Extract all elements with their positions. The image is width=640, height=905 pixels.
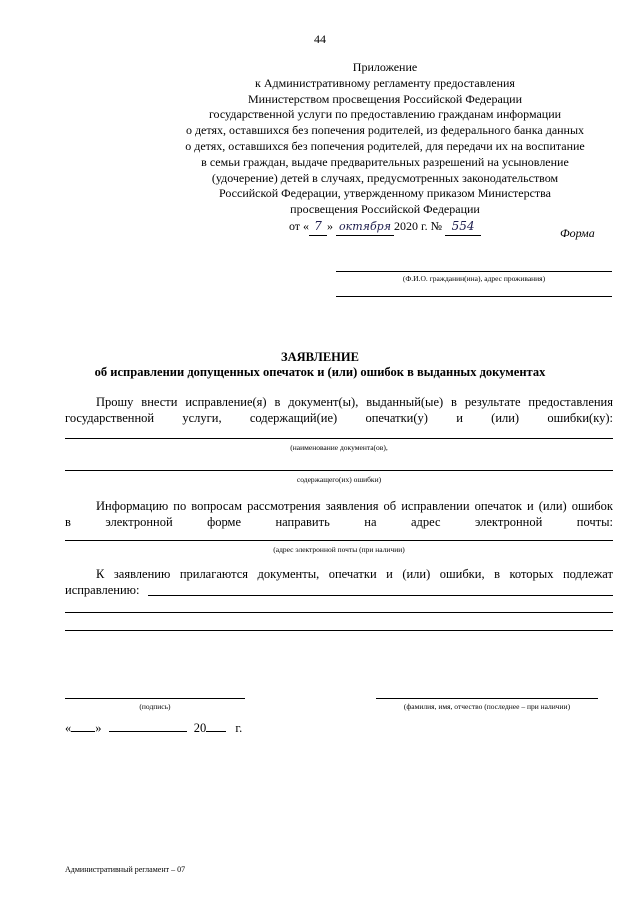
year-field[interactable] bbox=[206, 731, 226, 732]
paragraph-line: в электронной форме направить на адрес электронной почты: bbox=[65, 515, 613, 529]
date-day: 7 bbox=[309, 219, 327, 236]
paragraph-line: К заявлению прилагаются документы, опечатки и (или) ошибки, в которых подлежат bbox=[96, 567, 613, 581]
appendix-line: в семьи граждан, выдаче предварительных разрешений на усыновление bbox=[201, 154, 569, 169]
date-prefix: от « bbox=[288, 218, 310, 233]
appendix-line: Приложение bbox=[352, 60, 418, 74]
year-suffix: г. bbox=[235, 721, 243, 735]
form-label: Форма bbox=[560, 226, 595, 240]
paragraph-line: Прошу внести исправление(я) в документ(ы), выданный(ые) в результате предоставления bbox=[96, 395, 613, 409]
attachments-line-2[interactable] bbox=[65, 612, 613, 613]
email-paragraph bbox=[65, 498, 613, 530]
email-caption: (адрес электронной почты (при наличии) bbox=[273, 545, 405, 554]
paragraph-line: государственной услуги, содержащий(ие) опечатки(у) и (или) ошибки(ку): bbox=[65, 411, 613, 425]
paragraph-line: исправлению: bbox=[65, 583, 140, 597]
errors-caption: содержащего(их) ошибки) bbox=[296, 475, 382, 484]
applicant-line-2[interactable] bbox=[336, 296, 612, 297]
applicant-caption: (Ф.И.О. гражданин(ина), адрес проживания) bbox=[402, 274, 546, 283]
appendix-line: о детях, оставшихся без попечения родителей, для передачи их на воспитание bbox=[185, 138, 585, 153]
email-line[interactable] bbox=[65, 540, 613, 541]
appendix-line: к Административному регламенту предоставления bbox=[255, 75, 515, 90]
date-month: октября bbox=[336, 219, 394, 236]
document-title: ЗАЯВЛЕНИЕ bbox=[281, 350, 359, 364]
appendix-line: (удочерение) детей в случаях, предусмотренных законодательством bbox=[211, 170, 559, 185]
request-paragraph bbox=[65, 394, 613, 426]
errors-line[interactable] bbox=[65, 470, 613, 471]
year-prefix: 20 bbox=[193, 721, 207, 735]
doc-number: 554 bbox=[445, 219, 481, 236]
appendix-line: просвещения Российской Федерации bbox=[290, 202, 480, 217]
paragraph-line: Информацию по вопросам рассмотрения заявления об исправлении опечаток и (или) ошибок bbox=[96, 499, 613, 513]
fio-line[interactable] bbox=[376, 698, 598, 699]
documents-caption: (наименование документа(ов), bbox=[290, 443, 388, 452]
month-field[interactable] bbox=[109, 731, 187, 732]
appendix-line: Российской Федерации, утвержденному приказом Министерства bbox=[219, 186, 551, 201]
footer: Административный регламент – 07 bbox=[65, 865, 186, 874]
signature-caption: (подпись) bbox=[139, 702, 171, 711]
appendix-line: о детях, оставшихся без попечения родителей, из федерального банка данных bbox=[185, 123, 585, 138]
signature-line[interactable] bbox=[65, 698, 245, 699]
applicant-line[interactable] bbox=[336, 271, 612, 272]
appendix-line: Министерством просвещения Российской Федерации bbox=[247, 91, 523, 106]
signature-date bbox=[65, 721, 242, 736]
document-subtitle: об исправлении допущенных опечаток и (или) ошибок в выданных документах bbox=[94, 365, 546, 379]
appendix-date-line bbox=[150, 219, 620, 236]
appendix-header bbox=[150, 60, 620, 236]
date-mid: » bbox=[327, 218, 334, 233]
documents-line[interactable] bbox=[65, 438, 613, 439]
appendix-line: государственной услуги по предоставлению гражданам информации bbox=[208, 107, 562, 122]
date-close-quote: » bbox=[95, 721, 102, 735]
page-number: 44 bbox=[314, 32, 326, 46]
attachments-line-1[interactable] bbox=[148, 595, 613, 596]
attachments-paragraph bbox=[65, 566, 613, 598]
date-year: 2020 г. № bbox=[394, 218, 443, 233]
day-field[interactable] bbox=[71, 731, 95, 732]
fio-caption: (фамилия, имя, отчество (последнее – при наличии) bbox=[403, 702, 571, 711]
date-open-quote: « bbox=[65, 721, 72, 735]
attachments-line-3[interactable] bbox=[65, 630, 613, 631]
